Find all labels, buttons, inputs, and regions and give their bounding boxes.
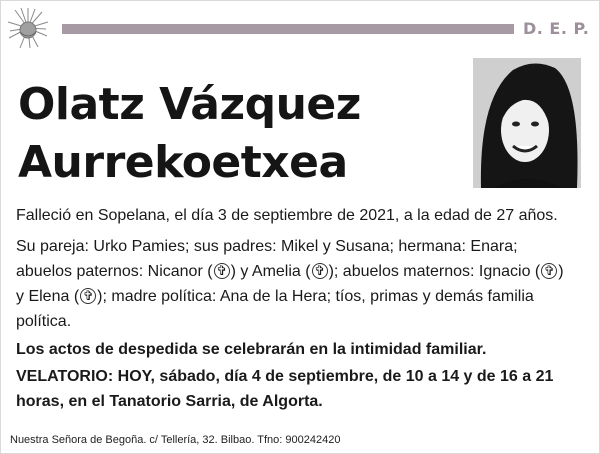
deceased-name [18, 76, 361, 192]
header-bar [62, 24, 514, 34]
dep-label: D. E. P. [523, 19, 590, 38]
deceased-cross-icon: ✞ [214, 263, 230, 279]
name-line-1: Olatz Vázquez [18, 79, 361, 130]
family-part-2: ) y Amelia ( [230, 263, 311, 280]
family-list [16, 234, 576, 334]
deceased-cross-icon: ✞ [541, 263, 557, 279]
family-part-4: ) y Elena ( [16, 263, 564, 305]
wake-details: VELATORIO: HOY, sábado, día 4 de septiembre, de 10 a 14 y de 16 a 21 horas, en el Tanatorio Sarria, de Algorta. [16, 368, 554, 410]
death-announcement: Falleció en Sopelana, el día 3 de septiembre de 2021, a la edad de 27 años. [16, 207, 558, 224]
family-part-3: ); abuelos maternos: Ignacio ( [328, 263, 541, 280]
deceased-cross-icon: ✞ [312, 263, 328, 279]
funeral-home-footer: Nuestra Señora de Begoña. c/ Tellería, 32. Bilbao. Tfno: 900242420 [10, 434, 341, 446]
portrait-photo [473, 58, 581, 188]
farewell-notice: Los actos de despedida se celebrarán en la intimidad familiar. [16, 341, 487, 358]
deceased-cross-icon: ✞ [80, 288, 96, 304]
family-part-5: ); madre política: Ana de la Hera; tíos, primas y demás familia política. [16, 288, 534, 330]
name-line-2: Aurrekoetxea [18, 137, 348, 188]
family-part-1: Su pareja: Urko Pamies; sus padres: Mikel y Susana; hermana: Enara; abuelos paternos: Nicanor ( [16, 238, 518, 280]
thistle-emblem-icon [6, 6, 50, 50]
